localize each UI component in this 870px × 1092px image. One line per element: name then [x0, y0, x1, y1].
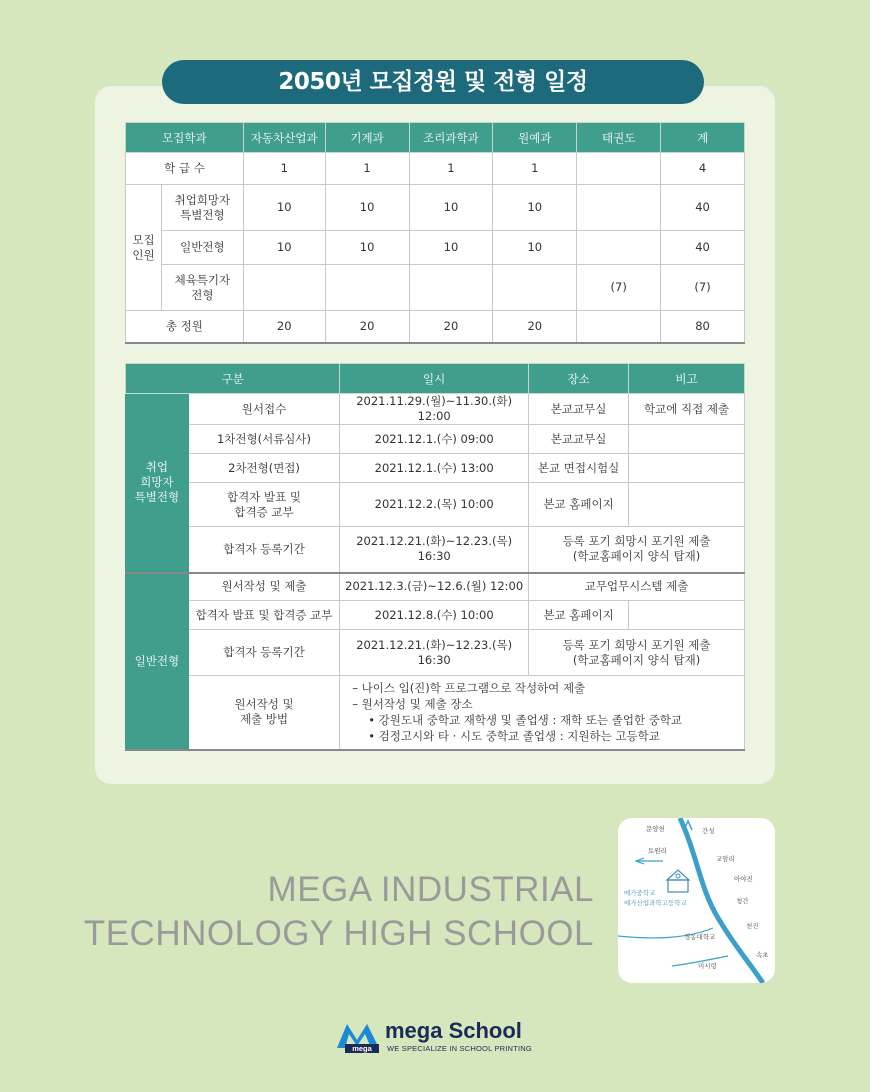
map-label: 토원리 [648, 847, 667, 855]
quota-header-cell: 태권도 [577, 123, 661, 153]
table-cell: 10 [243, 185, 325, 231]
table-cell: 10 [325, 185, 409, 231]
schedule-header-cell: 장소 [529, 364, 629, 394]
map-label: 청간 [736, 897, 749, 905]
table-cell: 본교 면접시험실 [529, 454, 629, 483]
table-row [126, 676, 745, 750]
table-cell: 합격자 발표 및 합격증 교부 [188, 601, 339, 630]
table-cell: 학교에 직접 제출 [629, 394, 745, 425]
school-name-line: TECHNOLOGY HIGH SCHOOL [83, 914, 594, 953]
table-cell [243, 265, 325, 311]
table-row [126, 311, 745, 343]
table-cell: (7) [661, 265, 745, 311]
map-label: 속초 [756, 951, 769, 959]
table-cell: 2차전형(면접) [188, 454, 339, 483]
table-cell [577, 231, 661, 265]
table-cell [577, 153, 661, 185]
table-row [126, 153, 745, 185]
table-cell: 20 [493, 311, 577, 343]
table-cell: 등록 포기 희망시 포기원 제출 (학교홈페이지 양식 탑재) [529, 527, 745, 573]
schedule-table [125, 363, 745, 751]
table-cell: 본교교무실 [529, 394, 629, 425]
table-cell: 10 [409, 231, 493, 265]
table-cell [629, 483, 745, 527]
quota-header-cell: 자동차산업과 [243, 123, 325, 153]
note-line: • 검정고시와 타 · 시도 중학교 졸업생 : 지원하는 고등학교 [368, 729, 660, 744]
quota-header-cell: 계 [661, 123, 745, 153]
table-cell: 본교 홈페이지 [529, 483, 629, 527]
table-cell: 1차전형(서류심사) [188, 425, 339, 454]
table-cell: 1 [493, 153, 577, 185]
schedule-header-cell: 일시 [340, 364, 529, 394]
row-label: 일반전형 [161, 231, 243, 265]
table-cell: 합격자 등록기간 [188, 630, 339, 676]
table-row [126, 573, 745, 601]
quota-header-cell: 기계과 [325, 123, 409, 153]
map-label: 문양천 [646, 825, 665, 833]
table-cell: 10 [409, 185, 493, 231]
school-building-icon [667, 870, 689, 892]
table-row [126, 630, 745, 676]
schedule-header-cell: 비고 [629, 364, 745, 394]
table-cell: 10 [325, 231, 409, 265]
group-label-general: 일반전형 [126, 573, 189, 750]
table-cell: 10 [493, 231, 577, 265]
quota-header-cell: 조리과학과 [409, 123, 493, 153]
row-label: 취업희망자 특별전형 [161, 185, 243, 231]
location-map [618, 818, 775, 983]
table-row [126, 265, 745, 311]
table-cell: 교무업무시스템 제출 [529, 573, 745, 601]
table-cell: 본교 홈페이지 [529, 601, 629, 630]
row-label: 학 급 수 [126, 153, 244, 185]
table-row [126, 601, 745, 630]
table-cell: 본교교무실 [529, 425, 629, 454]
map-label: 아야진 [734, 875, 753, 883]
note-line: • 강원도내 중학교 재학생 및 졸업생 : 재학 또는 졸업한 중학교 [368, 713, 683, 728]
table-cell: 40 [661, 231, 745, 265]
method-notes [340, 676, 745, 750]
table-cell: 40 [661, 185, 745, 231]
map-label: 메가산업과학고등학교 [624, 899, 687, 907]
quota-header-cell: 원예과 [493, 123, 577, 153]
table-cell: (7) [577, 265, 661, 311]
table-cell: 원서작성 및 제출 방법 [188, 676, 339, 750]
note-line: – 원서작성 및 제출 장소 [352, 697, 473, 712]
map-label: 천진 [746, 922, 759, 930]
table-cell: 합격자 발표 및 합격증 교부 [188, 483, 339, 527]
map-label: 간성 [702, 827, 715, 835]
table-cell: 1 [243, 153, 325, 185]
brand-name: mega School [385, 1018, 522, 1043]
table-row [126, 425, 745, 454]
quota-header-cell: 모집학과 [126, 123, 244, 153]
table-row [126, 527, 745, 573]
table-cell: 2021.12.21.(화)~12.23.(목) 16:30 [340, 630, 529, 676]
road-line [680, 818, 763, 983]
group-label: 모집 인원 [126, 185, 162, 311]
map-label: 경동대학교 [684, 933, 716, 941]
row-label: 체육특기자 전형 [161, 265, 243, 311]
quota-header-row [126, 123, 745, 153]
note-line: – 나이스 입(진)학 프로그램으로 작성하여 제출 [352, 681, 586, 696]
table-cell: 1 [325, 153, 409, 185]
table-cell: 2021.12.3.(금)~12.6.(월) 12:00 [340, 573, 529, 601]
table-cell: 2021.11.29.(월)~11.30.(화) 12:00 [340, 394, 529, 425]
quota-table [125, 122, 745, 344]
table-cell: 등록 포기 희망시 포기원 제출 (학교홈페이지 양식 탑재) [529, 630, 745, 676]
table-cell [629, 454, 745, 483]
brand-tagline: WE SPECIALIZE IN SCHOOL PRINTING [387, 1044, 532, 1053]
page-title: 2050년 모집정원 및 전형 일정 [162, 60, 704, 104]
table-cell: 1 [409, 153, 493, 185]
map-label: 메가중학교 [624, 889, 656, 897]
table-row [126, 185, 745, 231]
schedule-header-cell: 구분 [126, 364, 340, 394]
arrow-up-icon [684, 821, 692, 830]
table-cell: 2021.12.8.(수) 10:00 [340, 601, 529, 630]
table-cell: 2021.12.21.(화)~12.23.(목) 16:30 [340, 527, 529, 573]
table-cell: 합격자 등록기간 [188, 527, 339, 573]
table-row [126, 231, 745, 265]
table-cell [409, 265, 493, 311]
table-cell [493, 265, 577, 311]
table-cell [325, 265, 409, 311]
map-label: 교암리 [716, 855, 735, 863]
table-cell: 4 [661, 153, 745, 185]
table-cell: 20 [243, 311, 325, 343]
table-row [126, 483, 745, 527]
row-label: 총 정원 [126, 311, 244, 343]
table-row [126, 454, 745, 483]
table-cell: 10 [243, 231, 325, 265]
table-cell: 원서접수 [188, 394, 339, 425]
table-cell: 2021.12.1.(수) 09:00 [340, 425, 529, 454]
table-cell: 원서작성 및 제출 [188, 573, 339, 601]
table-cell: 20 [409, 311, 493, 343]
mega-logo-icon [335, 1018, 383, 1054]
table-cell [577, 311, 661, 343]
school-name [84, 868, 594, 956]
logo-text: mega [352, 1044, 372, 1053]
school-name-line: MEGA INDUSTRIAL [267, 870, 594, 909]
table-cell [577, 185, 661, 231]
table-cell: 10 [493, 185, 577, 231]
table-cell [629, 425, 745, 454]
schedule-header-row [126, 364, 745, 394]
table-cell: 80 [661, 311, 745, 343]
table-cell: 2021.12.1.(수) 13:00 [340, 454, 529, 483]
table-cell [629, 601, 745, 630]
map-label: 미시령 [698, 962, 717, 970]
group-label-special: 취업 희망자 특별전형 [126, 394, 189, 573]
table-cell: 20 [325, 311, 409, 343]
table-cell: 2021.12.2.(목) 10:00 [340, 483, 529, 527]
brand-block [335, 1016, 555, 1056]
table-row [126, 394, 745, 425]
